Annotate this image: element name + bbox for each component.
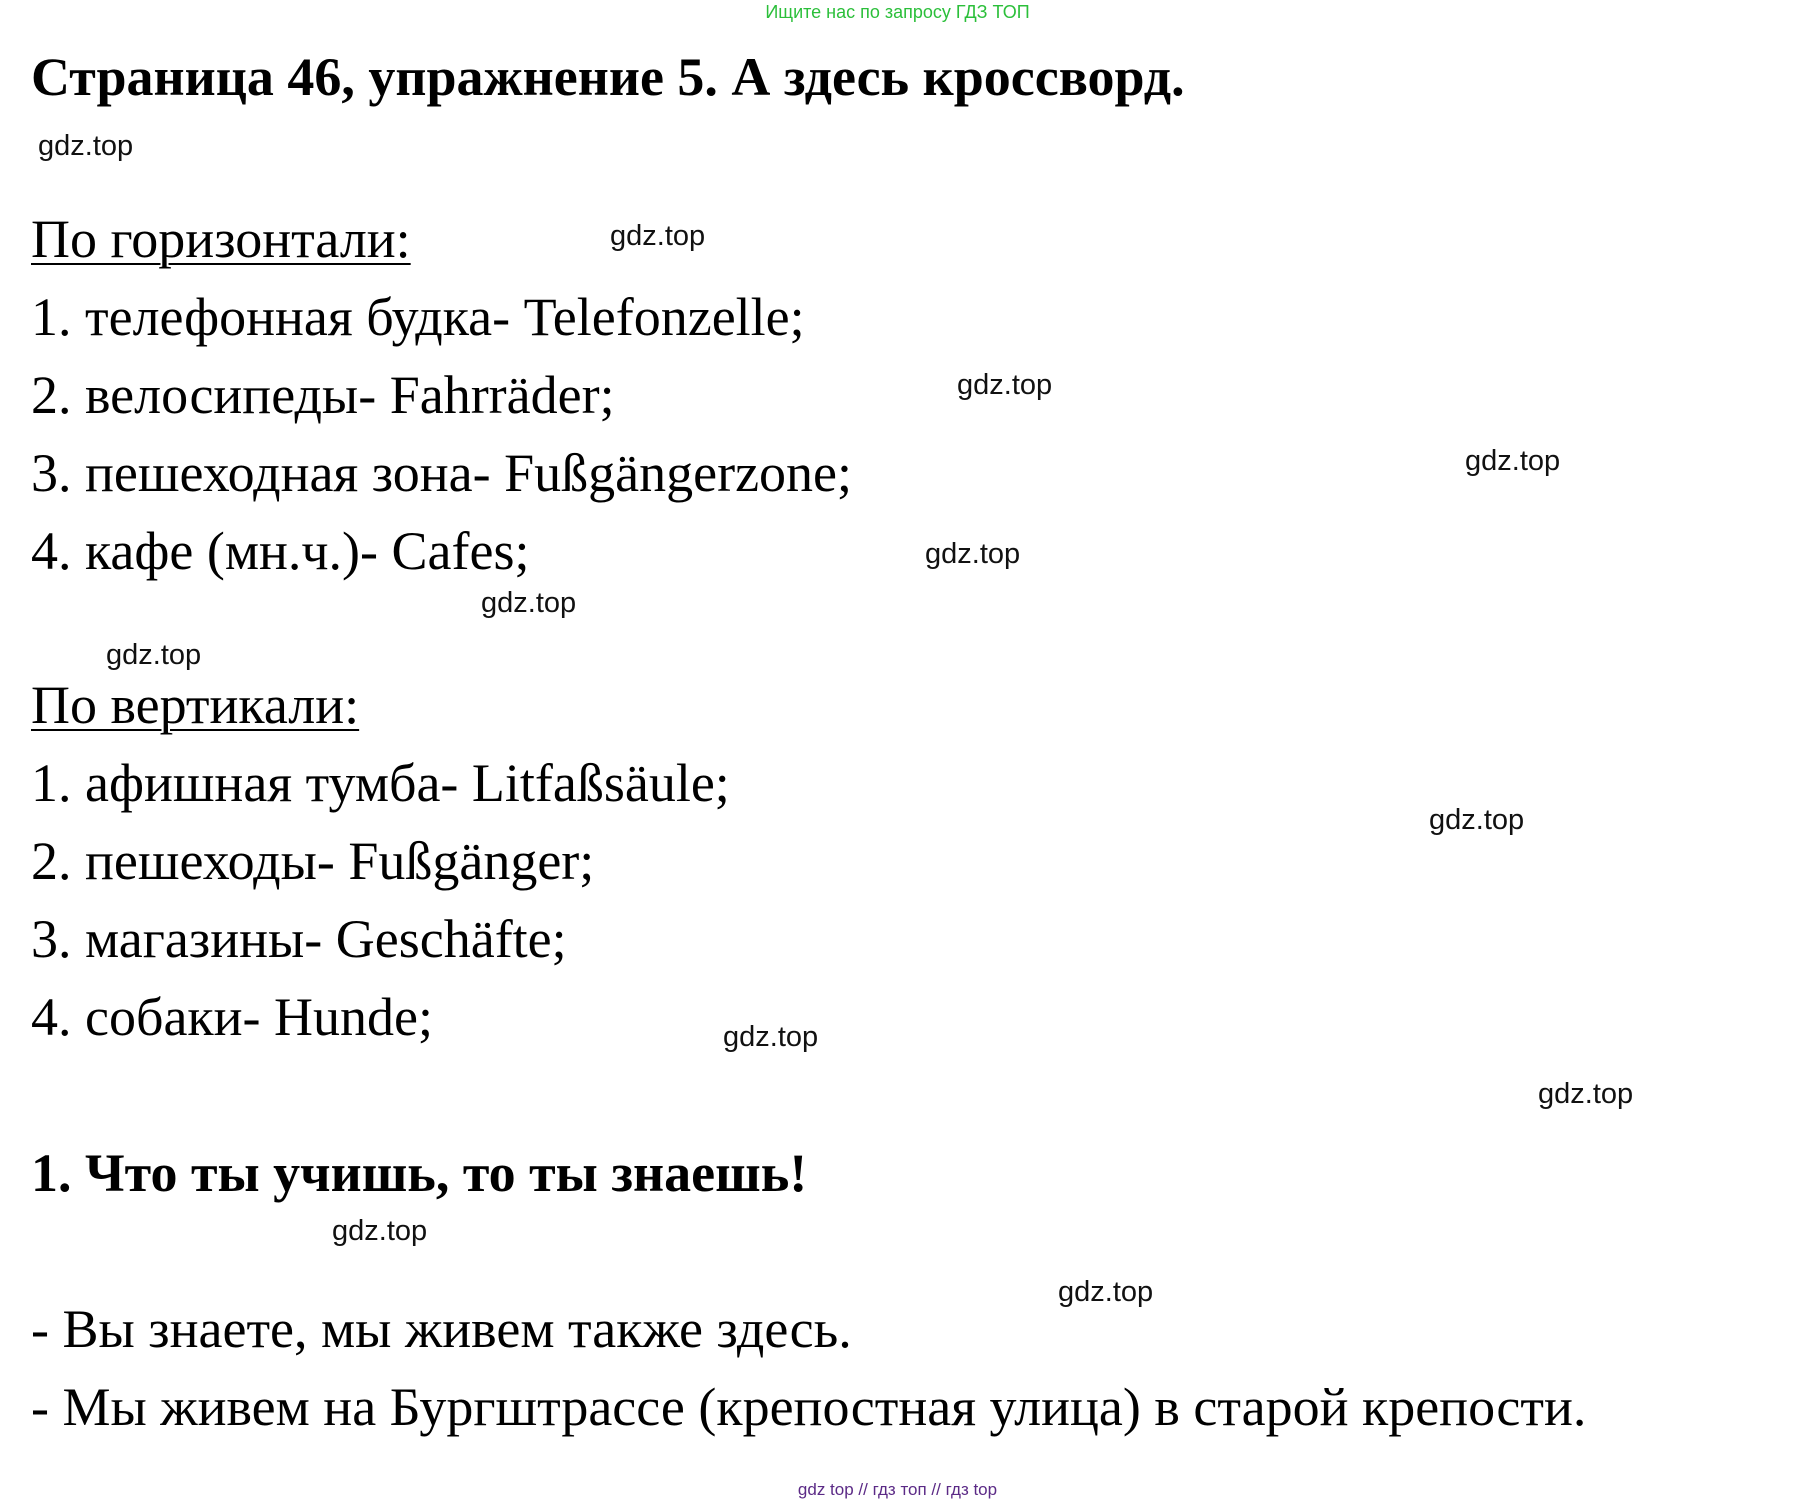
vertical-clue: 4. собаки- Hunde;	[31, 987, 433, 1047]
footer-watermark: gdz top // гдз топ // гдз top	[797, 1480, 998, 1499]
watermark: gdz.top	[925, 538, 1021, 570]
horizontal-clue: 2. велосипеды- Fahrräder;	[31, 365, 615, 425]
vertical-clue: 1. афишная тумба- Litfaßsäule;	[31, 753, 730, 813]
horizontal-heading: По горизонтали:	[31, 209, 411, 269]
dialogue-line: - Мы живем на Бургштрассе (крепостная улица) в старой крепости.	[31, 1377, 1587, 1437]
watermark: gdz.top	[723, 1021, 819, 1053]
watermark: gdz.top	[1538, 1078, 1634, 1110]
watermark: gdz.top	[1465, 445, 1561, 477]
vertical-heading: По вертикали:	[31, 675, 360, 735]
watermark: gdz.top	[957, 369, 1053, 401]
vertical-clue: 2. пешеходы- Fußgänger;	[31, 831, 595, 891]
watermark: gdz.top	[38, 130, 134, 162]
horizontal-clue: 1. телефонная будка- Telefonzelle;	[31, 287, 805, 347]
watermark: gdz.top	[106, 639, 202, 671]
horizontal-clue: 4. кафе (мн.ч.)- Cafes;	[31, 521, 530, 581]
dialogue-line: - Вы знаете, мы живем также здесь.	[31, 1299, 852, 1359]
search-banner: Ищите нас по запросу ГДЗ ТОП	[765, 2, 1030, 22]
watermark: gdz.top	[332, 1215, 428, 1247]
horizontal-clue: 3. пешеходная зона- Fußgängerzone;	[31, 443, 853, 503]
watermark: gdz.top	[610, 220, 706, 252]
page-title: Страница 46, упражнение 5. А здесь кроссворд.	[31, 47, 1185, 107]
vertical-clue: 3. магазины- Geschäfte;	[31, 909, 567, 969]
watermark: gdz.top	[1429, 804, 1525, 836]
watermark: gdz.top	[1058, 1276, 1154, 1308]
watermark: gdz.top	[481, 587, 577, 619]
section-title: 1. Что ты учишь, то ты знаешь!	[31, 1143, 808, 1203]
